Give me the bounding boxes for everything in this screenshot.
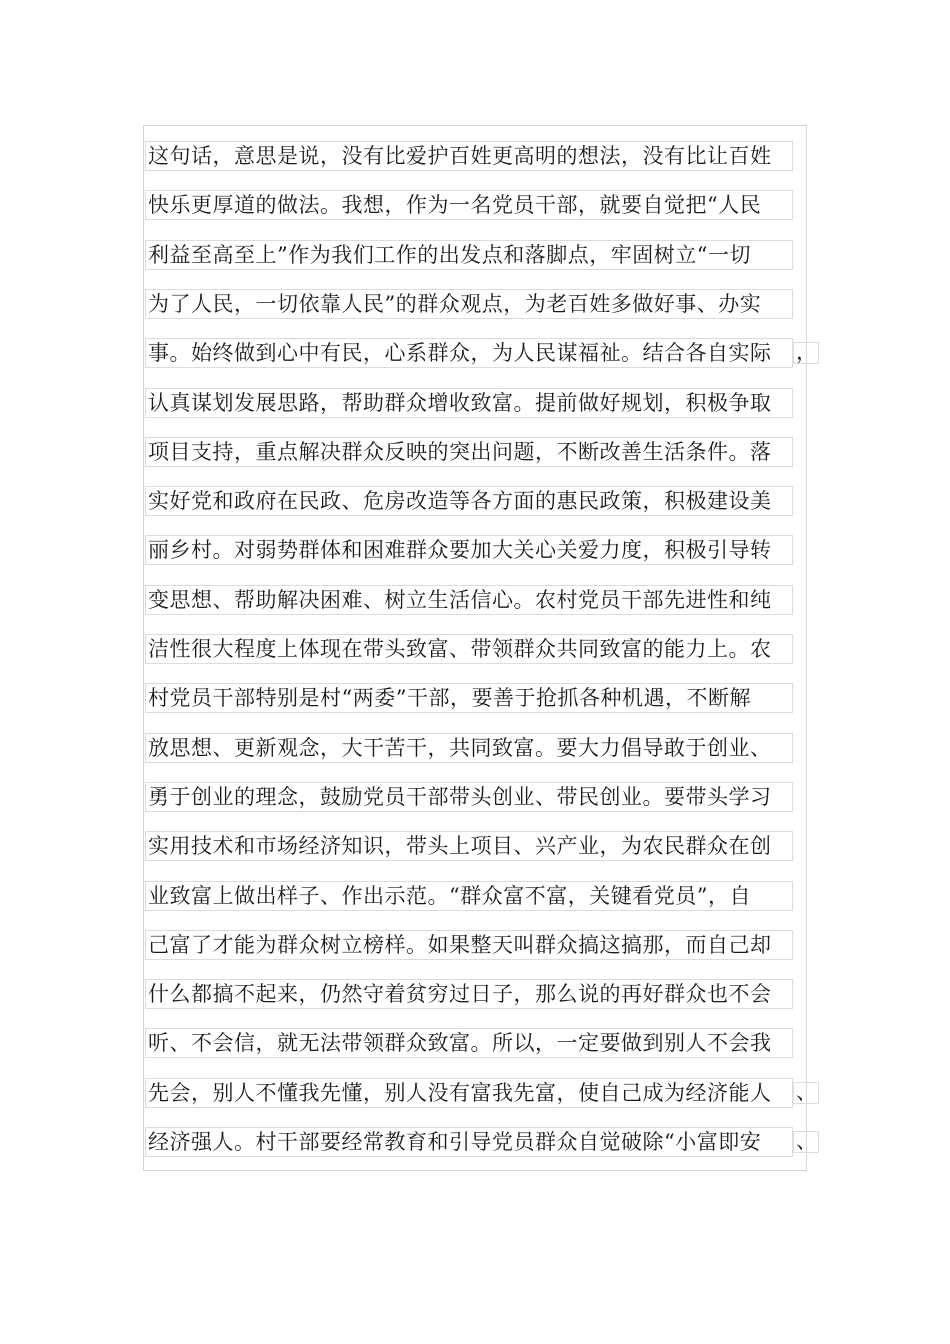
line-overflow-char: 、 <box>796 1080 817 1104</box>
text-line: 先会，别人不懂我先懂，别人没有富我先富，使自己成为经济能人 <box>145 1078 793 1108</box>
text-line: 这句话，意思是说，没有比爱护百姓更高明的想法，没有比让百姓 <box>145 141 793 171</box>
text-line: 业致富上做出样子、作出示范。“群众富不富，关键看党员”，自 <box>145 881 793 911</box>
text-line: 丽乡村。对弱势群体和困难群众要加大关心关爱力度，积极引导转 <box>145 535 793 565</box>
line-overflow-char: ， <box>796 340 817 364</box>
text-line: 事。始终做到心中有民，心系群众，为人民谋福祉。结合各自实际 <box>145 338 793 368</box>
text-line: 利益至高至上”作为我们工作的出发点和落脚点，牢固树立“一切 <box>145 240 793 270</box>
text-line: 己富了才能为群众树立榜样。如果整天叫群众搞这搞那，而自己却 <box>145 930 793 960</box>
text-line: 实用技术和市场经济知识，带头上项目、兴产业，为农民群众在创 <box>145 831 793 861</box>
text-line: 放思想、更新观念，大干苦干，共同致富。要大力倡导敢于创业、 <box>145 733 793 763</box>
text-line: 听、不会信，就无法带领群众致富。所以，一定要做到别人不会我 <box>145 1028 793 1058</box>
line-overflow-char: 、 <box>796 1129 817 1153</box>
text-line: 变思想、帮助解决困难、树立生活信心。农村党员干部先进性和纯 <box>145 585 793 615</box>
text-line: 经济强人。村干部要经常教育和引导党员群众自觉破除“小富即安 <box>145 1127 793 1157</box>
text-line: 快乐更厚道的做法。我想，作为一名党员干部，就要自觉把“人民 <box>145 190 793 220</box>
text-line: 勇于创业的理念，鼓励党员干部带头创业、带民创业。要带头学习 <box>145 782 793 812</box>
text-line: 洁性很大程度上体现在带头致富、带领群众共同致富的能力上。农 <box>145 634 793 664</box>
text-line: 为了人民，一切依靠人民”的群众观点，为老百姓多做好事、办实 <box>145 289 793 319</box>
text-line: 项目支持，重点解决群众反映的突出问题，不断改善生活条件。落 <box>145 437 793 467</box>
text-line: 认真谋划发展思路，帮助群众增收致富。提前做好规划，积极争取 <box>145 388 793 418</box>
text-line: 村党员干部特别是村“两委”干部，要善于抢抓各种机遇，不断解 <box>145 683 793 713</box>
text-line: 实好党和政府在民政、危房改造等各方面的惠民政策，积极建设美 <box>145 486 793 516</box>
text-line: 什么都搞不起来，仍然守着贫穷过日子，那么说的再好群众也不会 <box>145 979 793 1009</box>
